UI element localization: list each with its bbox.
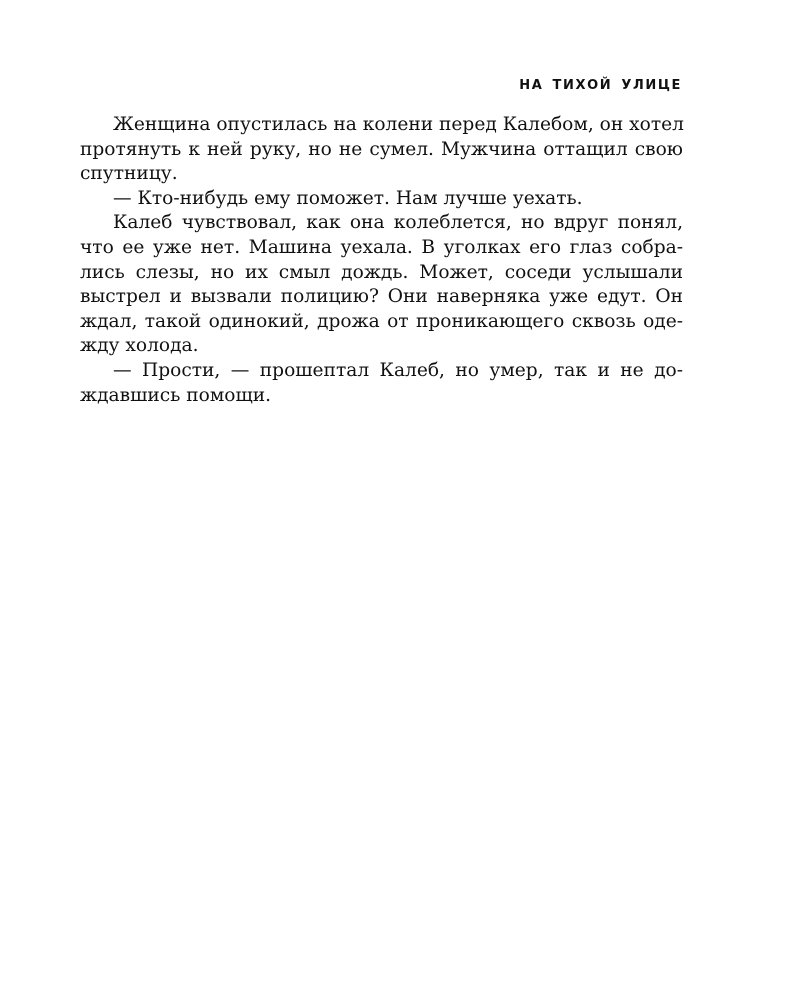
text-line: спутницу.: [80, 163, 178, 185]
text-line: Калеб чувствовал, как она колеблется, но вдруг понял,: [113, 212, 683, 234]
text-line: — Кто-нибудь ему поможет. Нам лучше уехать.: [113, 187, 583, 209]
text-line: что ее уже нет. Машина уехала. В уголках его глаз собра-: [80, 236, 683, 258]
text-line: выстрел и вызвали полицию? Они наверняка уже едут. Он: [80, 286, 683, 308]
text-line: лись слезы, но их смыл дождь. Может, соседи услышали: [80, 261, 683, 283]
text-line: протянуть к ней руку, но не сумел. Мужчина оттащил свою: [80, 138, 683, 160]
running-head: НА ТИХОЙ УЛИЦЕ: [519, 78, 682, 93]
text-line: Женщина опустилась на колени перед Калебом, он хотел: [113, 114, 684, 135]
text-line: жду холода.: [80, 335, 199, 357]
text-line: ждал, такой одинокий, дрожа от проникающего сквозь оде-: [80, 310, 683, 332]
page-body-text: [80, 113, 683, 408]
text-line: ждавшись помощи.: [80, 384, 272, 406]
text-line: — Прости, — прошептал Калеб, но умер, так и не до-: [113, 359, 683, 381]
